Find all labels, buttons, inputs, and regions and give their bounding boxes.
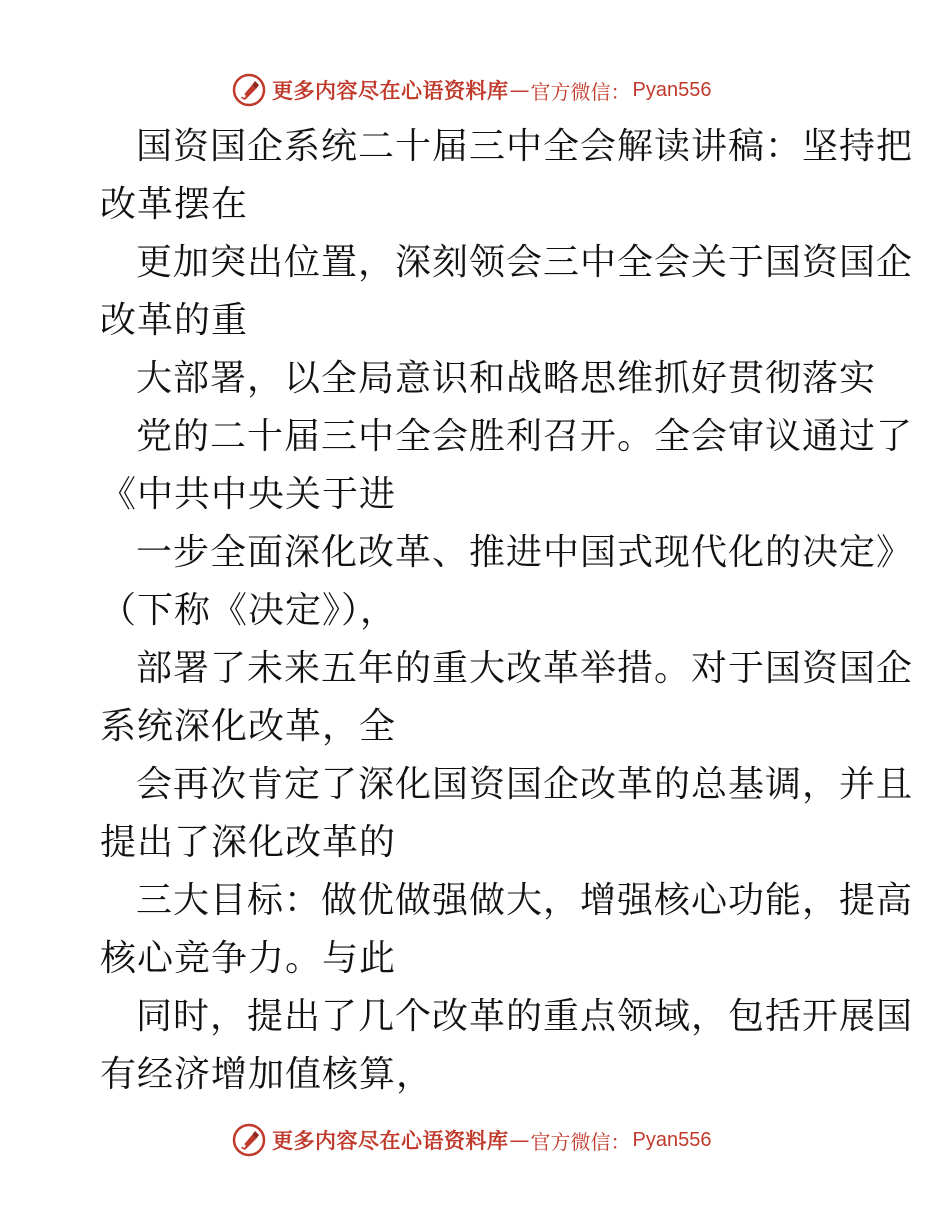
body-line: 三大目标：做优做强做大，增强核心功能，提高 <box>136 880 914 921</box>
banner-wechat-label: 官方微信： <box>530 1129 631 1154</box>
body-line: 会再次肯定了深化国资国企改革的总基调，并且 <box>136 764 914 805</box>
document-body <box>100 118 914 1104</box>
banner-wechat-label: 官方微信： <box>530 79 631 104</box>
body-line: 大部署，以全局意识和战略思维抓好贯彻落实 <box>136 358 877 399</box>
body-line: 一步全面深化改革、推进中国式现代化的决定》 <box>136 532 914 573</box>
body-line: 改革摆在 <box>100 184 249 225</box>
body-line: 部署了未来五年的重大改革举措。对于国资国企 <box>136 648 914 689</box>
body-line: 党的二十届三中全会胜利召开。全会审议通过了 <box>136 416 914 457</box>
body-line: （下称《决定》）， <box>100 590 398 631</box>
banner-tagline: 更多内容尽在心语资料库 <box>272 78 509 103</box>
body-line: 系统深化改革，全 <box>100 706 397 747</box>
body-line: 改革的重 <box>100 300 249 341</box>
banner-dash: — <box>509 78 530 102</box>
body-line: 有经济增加值核算， <box>100 1054 434 1095</box>
body-line: 国资国企系统二十届三中全会解读讲稿：坚持把 <box>136 126 914 167</box>
header-banner <box>232 72 711 108</box>
body-line: 提出了深化改革的 <box>100 822 397 863</box>
banner-wechat-id: Pyan556 <box>632 78 712 101</box>
body-line: 《中共中央关于进 <box>100 474 397 515</box>
pen-nib-logo-icon <box>232 1123 266 1157</box>
banner-tagline: 更多内容尽在心语资料库 <box>272 1128 509 1153</box>
body-line: 核心竞争力。与此 <box>100 938 397 979</box>
banner-wechat-id: Pyan556 <box>632 1128 712 1151</box>
pen-nib-logo-icon <box>232 73 266 107</box>
body-line: 同时，提出了几个改革的重点领域，包括开展国 <box>136 996 914 1037</box>
footer-banner <box>232 1122 711 1158</box>
body-line: 更加突出位置，深刻领会三中全会关于国资国企 <box>136 242 914 283</box>
banner-dash: — <box>509 1128 530 1152</box>
